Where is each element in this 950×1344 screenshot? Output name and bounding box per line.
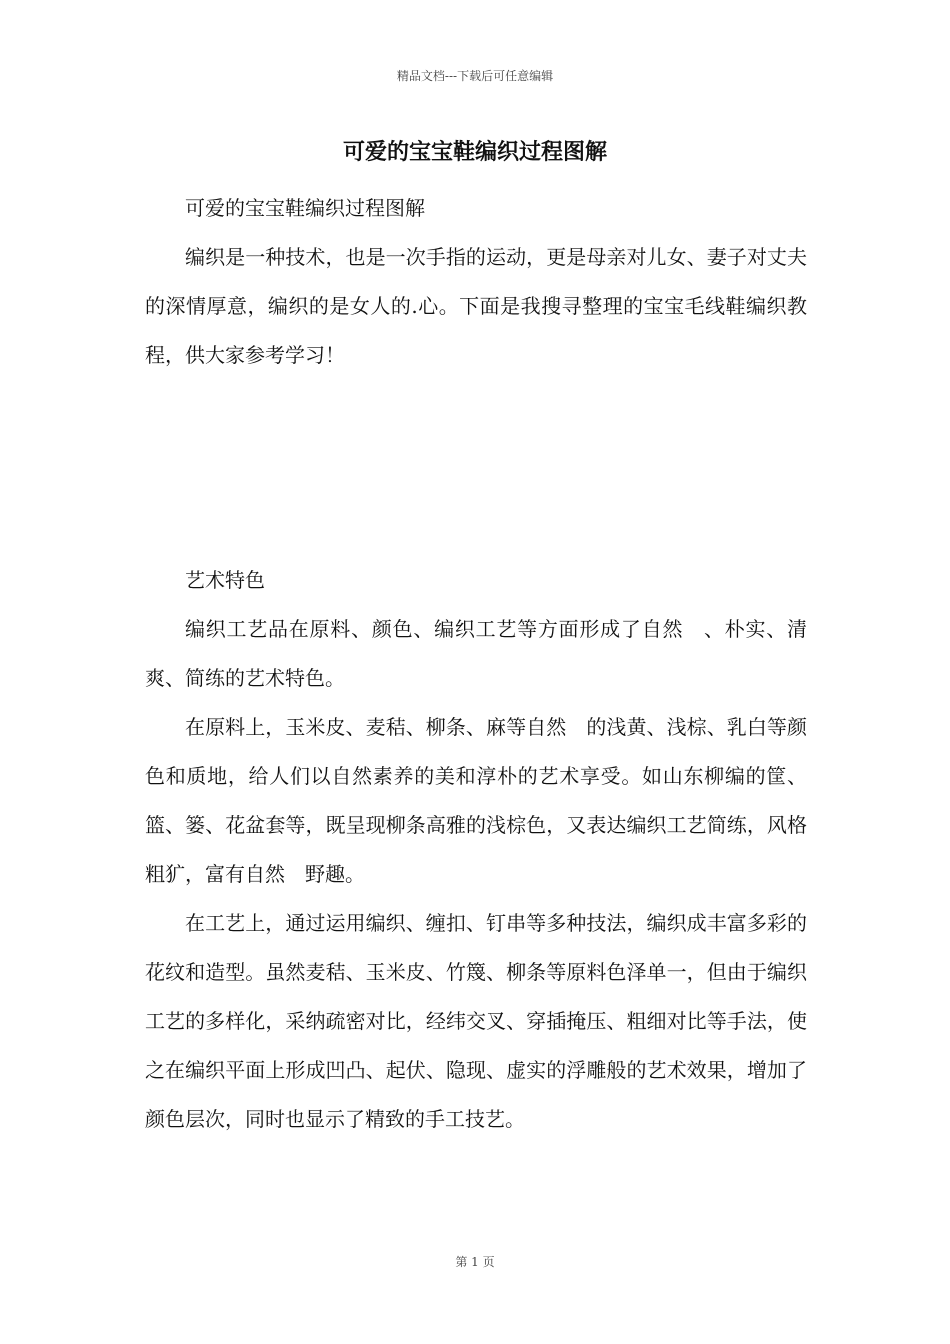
paragraph-craft: 在工艺上，通过运用编织、缠扣、钉串等多种技法，编织成丰富多彩的花纹和造型。虽然麦秸、玉米皮、竹篾、柳条等原料色泽单一，但由于编织工艺的多样化，采纳疏密对比，经纬交叉、穿插掩压、粗细对比等手法，使之在编织平面上形成凹凸、起伏、隐现、虚实的浮雕般的艺术效果，增加了颜色层次，同时也显示了精致的手工技艺。 xyxy=(145,911,807,1131)
document-title: 可爱的宝宝鞋编织过程图解 xyxy=(342,139,607,165)
blank-space xyxy=(145,380,807,556)
paragraph-materials: 在原料上，玉米皮、麦秸、柳条、麻等自然 的浅黄、浅棕、乳白等颜色和质地，给人们以自然素养的美和淳朴的艺术享受。如山东柳编的筐、篮、篓、花盆套等，既呈现柳条高雅的浅棕色，又表达编织工艺简练，风格粗犷，富有自然 野趣。 xyxy=(145,715,807,886)
page-header: 精品文档---下载后可任意编辑 xyxy=(396,69,554,83)
section-heading-art-features: 艺术特色 xyxy=(185,568,265,592)
document-body xyxy=(145,184,807,1144)
paragraph-intro: 编织是一种技术，也是一次手指的运动，更是母亲对儿女、妻子对丈夫的深情厚意，编织的是女人的.心。下面是我搜寻整理的宝宝毛线鞋编织教程，供大家参考学习！ xyxy=(145,245,807,367)
page-number: 第 1 页 xyxy=(455,1255,495,1269)
paragraph-art-features: 编织工艺品在原料、颜色、编织工艺等方面形成了自然 、朴实、清爽、简练的艺术特色。 xyxy=(145,617,807,690)
paragraph-subtitle: 可爱的宝宝鞋编织过程图解 xyxy=(185,196,425,220)
